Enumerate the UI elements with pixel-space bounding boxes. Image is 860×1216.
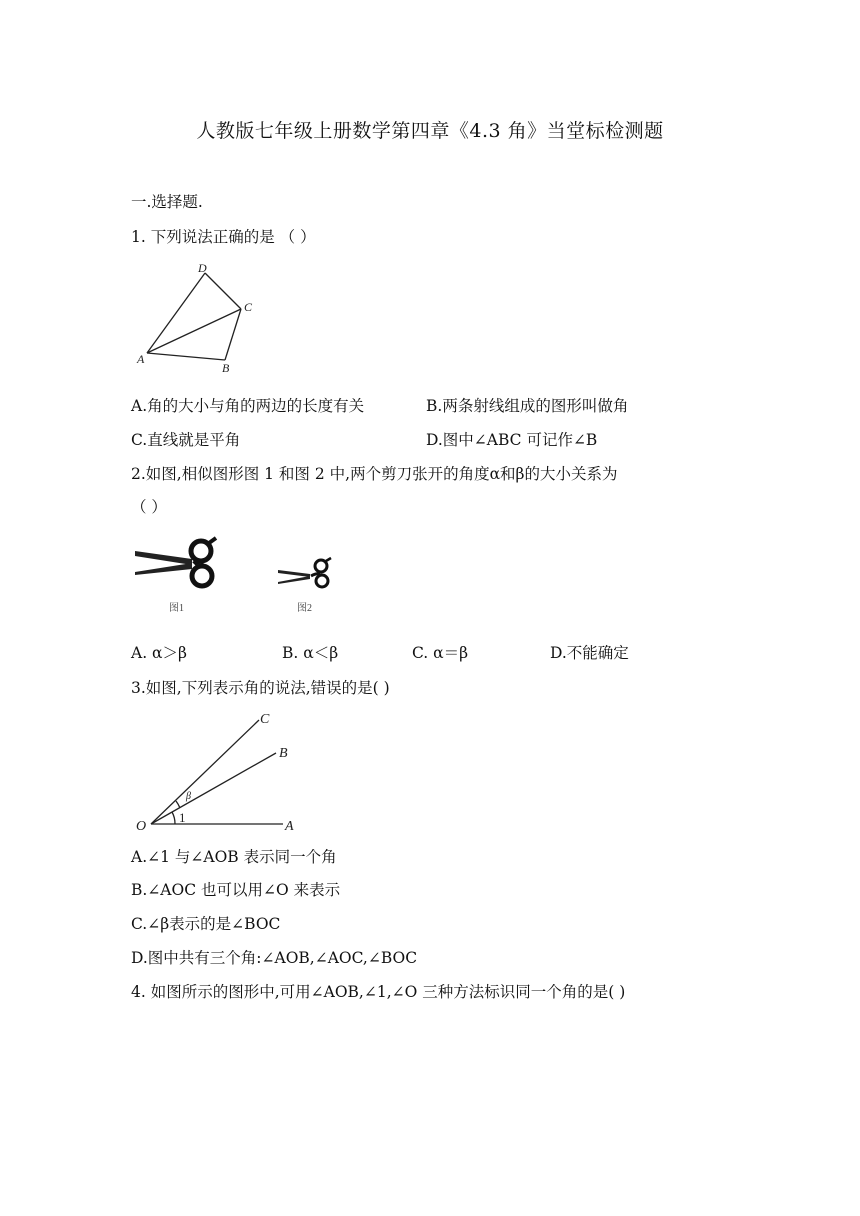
segment-AC bbox=[147, 309, 241, 353]
label-1: 1 bbox=[179, 810, 186, 825]
angle-1-arc bbox=[172, 812, 175, 824]
segment-DC bbox=[205, 273, 241, 309]
scissors-small-icon bbox=[278, 558, 331, 587]
q3-option-a[interactable]: A.∠1 与∠AOB 表示同一个角 bbox=[131, 848, 337, 866]
fig1-caption: 图1 bbox=[169, 603, 184, 614]
q2-scissors-fig2 bbox=[276, 556, 336, 618]
q2-stem-continued: （ ） bbox=[131, 498, 167, 516]
q1-option-d[interactable]: D.图中∠ABC 可记作∠B bbox=[426, 431, 598, 449]
q1-option-a[interactable]: A.角的大小与角的两边的长度有关 bbox=[131, 397, 365, 415]
fig2-caption: 图2 bbox=[297, 603, 312, 614]
label-beta: β bbox=[186, 791, 191, 802]
q1-quadrilateral-figure bbox=[130, 258, 270, 378]
segment-AD bbox=[147, 273, 205, 353]
q1-option-c[interactable]: C.直线就是平角 bbox=[131, 431, 241, 449]
q4-stem: 4. 如图所示的图形中,可用∠AOB,∠1,∠O 三种方法标识同一个角的是( ) bbox=[131, 983, 626, 1001]
q2-option-a[interactable]: A. α＞β bbox=[131, 644, 187, 662]
label-A: A bbox=[137, 352, 145, 366]
label-B: B bbox=[222, 361, 230, 375]
q3-option-b[interactable]: B.∠AOC 也可以用∠O 来表示 bbox=[131, 881, 341, 899]
angle-beta-arc bbox=[176, 801, 180, 808]
label-C: C bbox=[244, 300, 253, 314]
scissors-large-icon bbox=[135, 538, 216, 586]
label-D: D bbox=[198, 261, 207, 275]
q1-stem: 1. 下列说法正确的是 （ ） bbox=[131, 228, 316, 246]
page-title: 人教版七年级上册数学第四章《4.3 角》当堂标检测题 bbox=[196, 120, 664, 142]
segment-CB bbox=[225, 309, 241, 360]
q2-stem: 2.如图,相似图形图 1 和图 2 中,两个剪刀张开的角度α和β的大小关系为 bbox=[131, 465, 618, 483]
q3-stem: 3.如图,下列表示角的说法,错误的是( ) bbox=[131, 679, 390, 697]
q2-option-d[interactable]: D.不能确定 bbox=[550, 644, 629, 662]
q1-option-b[interactable]: B.两条射线组成的图形叫做角 bbox=[426, 397, 629, 415]
q2-scissors-fig1 bbox=[132, 534, 227, 618]
q3-option-d[interactable]: D.图中共有三个角:∠AOB,∠AOC,∠BOC bbox=[131, 949, 418, 967]
segment-BA bbox=[147, 353, 225, 360]
q3-angle-figure bbox=[133, 706, 313, 838]
label-O: O bbox=[136, 819, 147, 834]
label-C: C bbox=[260, 712, 270, 727]
label-A: A bbox=[285, 819, 294, 834]
q3-option-c[interactable]: C.∠β表示的是∠BOC bbox=[131, 915, 281, 933]
section-heading: 一.选择题. bbox=[131, 193, 203, 211]
q2-option-c[interactable]: C. α＝β bbox=[412, 644, 469, 662]
label-B: B bbox=[279, 746, 288, 761]
q2-option-b[interactable]: B. α＜β bbox=[282, 644, 339, 662]
